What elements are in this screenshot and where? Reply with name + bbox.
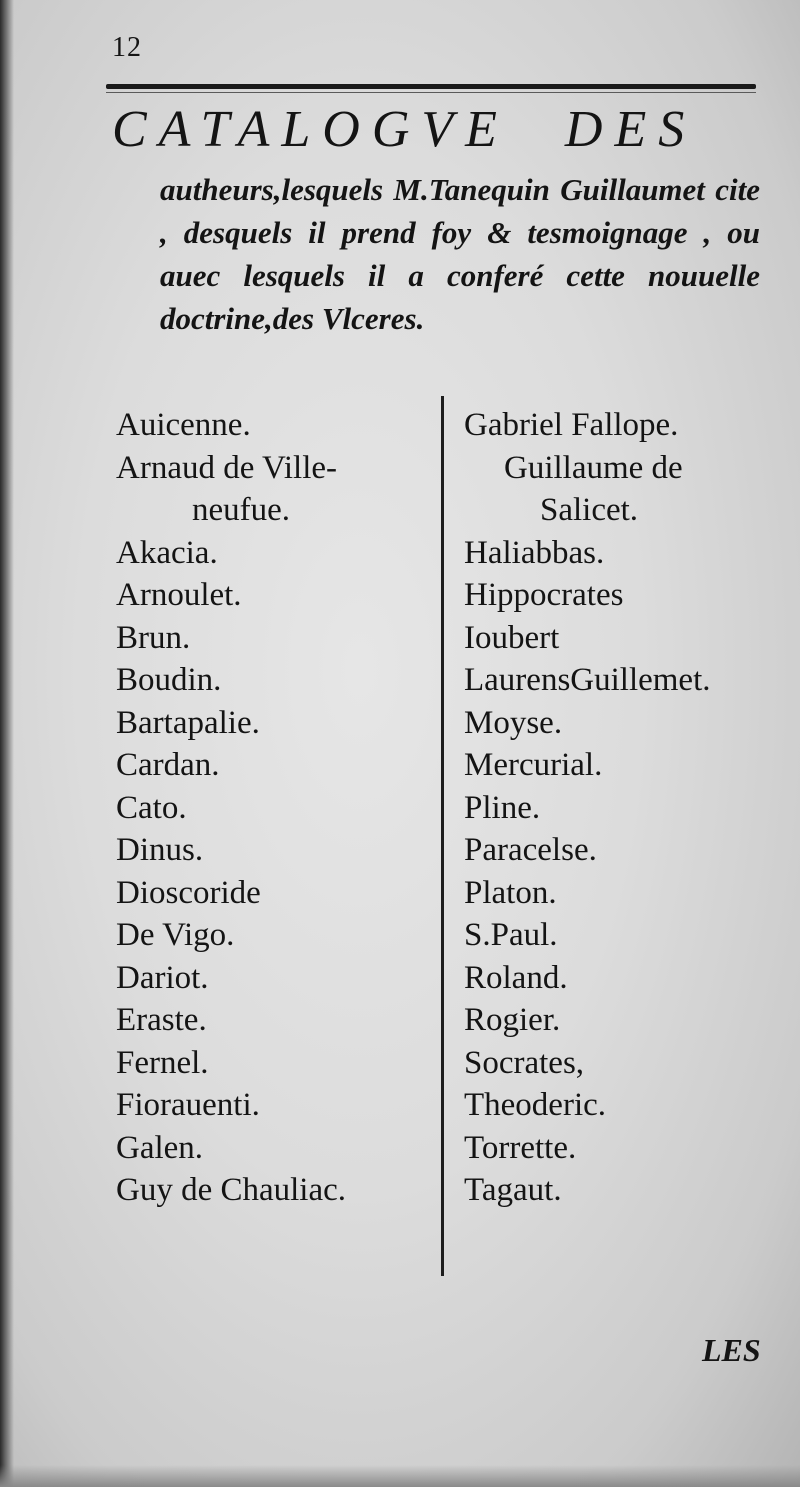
- author-entry: Fernel.: [116, 1044, 209, 1081]
- author-entry: Arnaud de Ville-: [116, 449, 338, 486]
- author-entry: Akacia.: [116, 534, 218, 571]
- author-entry: Guy de Chauliac.: [116, 1172, 347, 1208]
- author-entry: Fiorauenti.: [116, 1087, 260, 1123]
- author-entry: Boudin.: [116, 662, 222, 698]
- title-word-catalogue: CATALOGVE: [112, 101, 509, 158]
- author-entry: Dariot.: [116, 959, 209, 996]
- page-bottom-shadow: [0, 1465, 800, 1487]
- author-entry: Torrette.: [464, 1129, 577, 1166]
- author-entry: S.Paul.: [464, 917, 558, 953]
- catchword: LES: [702, 1332, 761, 1368]
- author-entry: LaurensGuillemet.: [464, 662, 711, 698]
- author-entry: Paracelse.: [464, 832, 597, 868]
- page-title: [112, 100, 772, 159]
- page-number: 12: [112, 32, 142, 63]
- author-entry-continuation: Salicet.: [540, 492, 639, 528]
- author-entry: Mercurial.: [464, 747, 603, 783]
- page-subtitle: autheurs,lesquels M.Tanequin Guillaumet cite , desquels il prend foy & tesmoignage , ou auec lesquels il a conferé cette nouuelle doctrine,des Vlceres.: [160, 172, 760, 336]
- author-entry: Auicenne.: [116, 407, 251, 443]
- author-entry-continuation: neufue.: [192, 492, 291, 528]
- header-rule: [106, 84, 756, 89]
- author-entry: Socrates,: [464, 1044, 585, 1081]
- author-entry: Tagaut.: [464, 1172, 562, 1208]
- author-list-left: [116, 404, 436, 1212]
- author-entry: Cato.: [116, 789, 187, 826]
- author-entry: Dinus.: [116, 832, 204, 868]
- author-entry: Theoderic.: [464, 1087, 607, 1123]
- author-list-right: [464, 404, 794, 1212]
- author-entry: Gabriel Fallope.: [464, 407, 679, 443]
- author-entry: De Vigo.: [116, 917, 235, 953]
- page-edge-shadow: [0, 0, 14, 1487]
- author-entry: Guillaume de: [504, 449, 683, 486]
- author-entry: Ioubert: [464, 619, 560, 656]
- author-entry: Bartapalie.: [116, 704, 260, 741]
- author-entry: Pline.: [464, 789, 541, 826]
- author-entry: Rogier.: [464, 1002, 561, 1038]
- author-entry: Brun.: [116, 619, 191, 656]
- author-entry: Moyse.: [464, 704, 563, 741]
- author-entry: Dioscoride: [116, 874, 261, 911]
- author-entry: Hippocrates: [464, 577, 624, 613]
- column-divider: [441, 396, 444, 1276]
- author-entry: Roland.: [464, 959, 568, 996]
- author-entry: Platon.: [464, 874, 557, 911]
- author-entry: Galen.: [116, 1129, 204, 1166]
- author-entry: Arnoulet.: [116, 577, 242, 613]
- author-entry: Eraste.: [116, 1002, 207, 1038]
- title-word-des: DES: [564, 101, 697, 158]
- author-entry: Haliabbas.: [464, 534, 605, 571]
- author-entry: Cardan.: [116, 747, 220, 783]
